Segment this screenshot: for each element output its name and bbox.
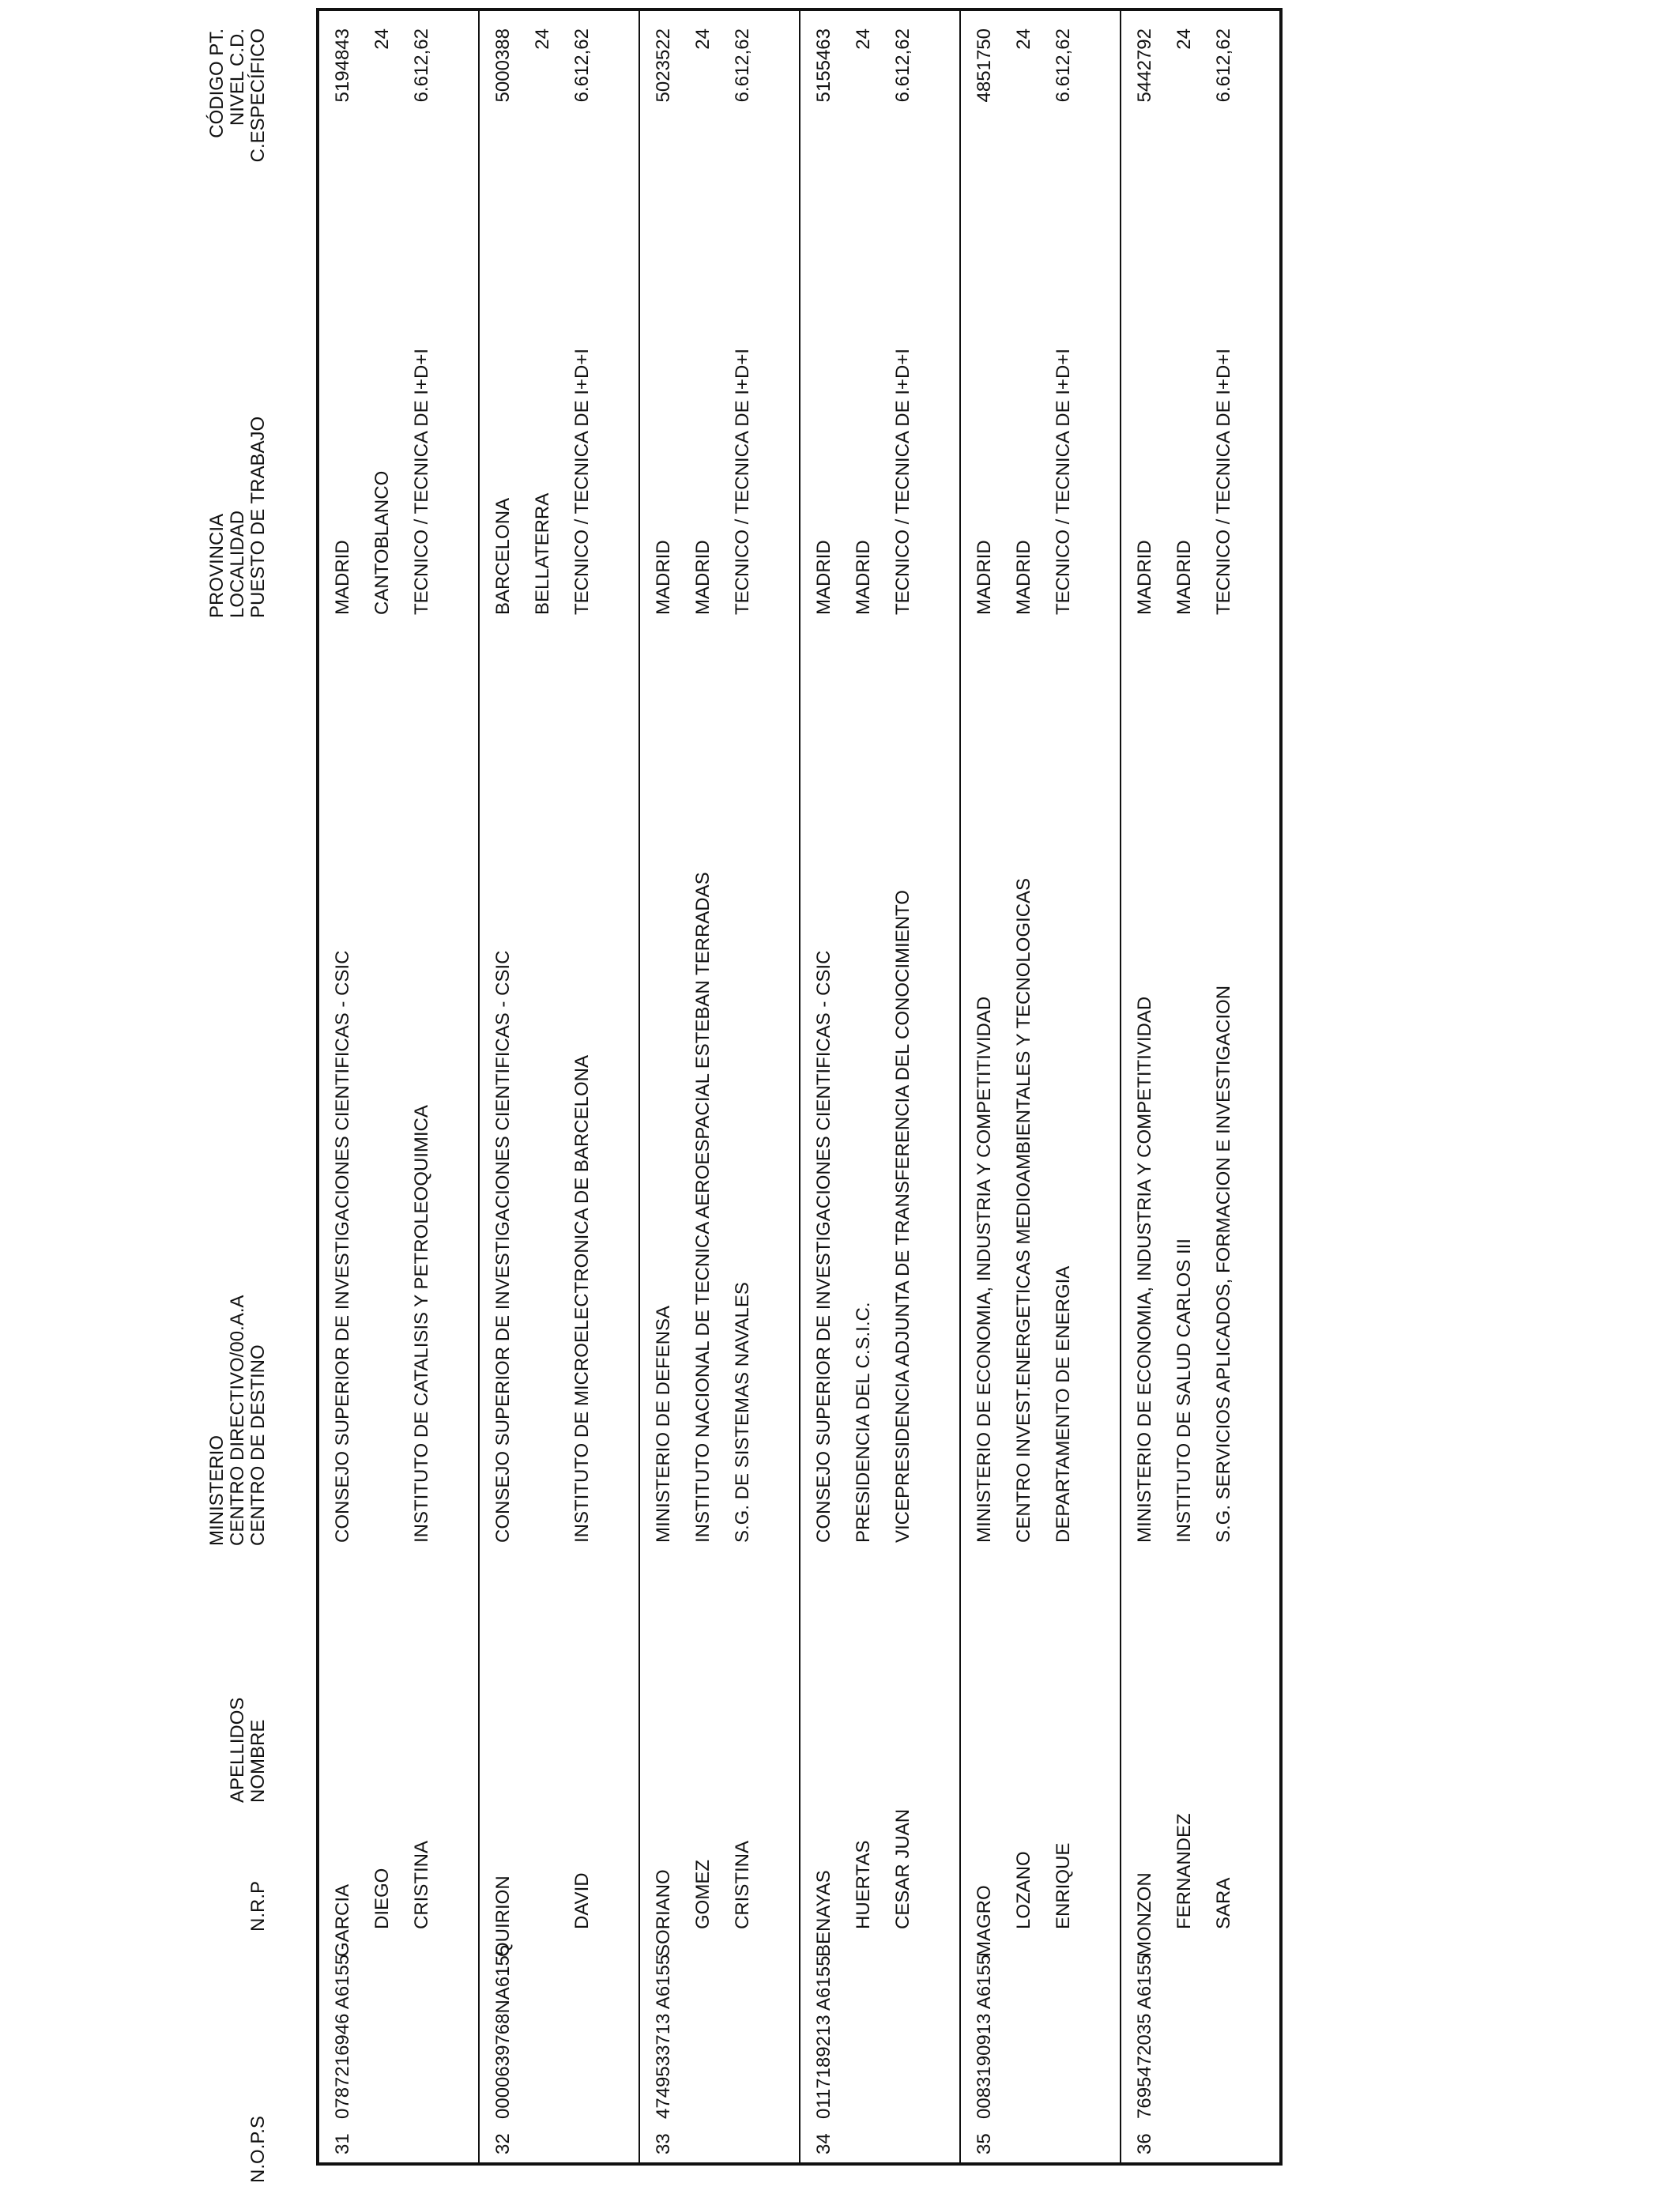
record-position: TECNICO / TECNICA DE I+D+I xyxy=(892,349,913,615)
record-locality: MADRID xyxy=(1173,540,1195,615)
record-ministry: MINISTERIO DE ECONOMIA, INDUSTRIA Y COMPETITIVIDAD xyxy=(974,996,995,1543)
record-directorate: INSTITUTO DE SALUD CARLOS III xyxy=(1173,1238,1195,1543)
record-destination: DEPARTAMENTO DE ENERGIA xyxy=(1053,1265,1074,1543)
record-locality: MADRID xyxy=(1013,540,1034,615)
record-destination: INSTITUTO DE CATALISIS Y PETROLEOQUIMICA xyxy=(411,1105,432,1543)
record-code-pt: 5442792 xyxy=(1134,28,1155,103)
record-level-cd: 24 xyxy=(532,28,553,50)
record-code-pt: 5023522 xyxy=(653,28,674,103)
record-specific-comp: 6.612,62 xyxy=(571,28,593,103)
record-position: TECNICO / TECNICA DE I+D+I xyxy=(411,349,432,615)
record-block xyxy=(800,11,961,2162)
record-first-name: CESAR JUAN xyxy=(892,1808,913,1929)
record-nops: 36 xyxy=(1134,2133,1155,2154)
record-locality: CANTOBLANCO xyxy=(371,470,393,615)
record-surname-1: GARCIA xyxy=(332,1883,353,1957)
header-nombre: NOMBRE xyxy=(247,1719,269,1803)
record-level-cd: 24 xyxy=(1173,28,1195,50)
record-nops: 31 xyxy=(332,2133,353,2154)
record-surname-1: SORIANO xyxy=(653,1869,674,1957)
header-nrp-label: N.R.P xyxy=(247,1880,269,1932)
record-locality: MADRID xyxy=(692,540,714,615)
record-nops: 35 xyxy=(974,2133,995,2154)
record-ministry: CONSEJO SUPERIOR DE INVESTIGACIONES CIENTIFICAS - CSIC xyxy=(813,950,834,1543)
record-specific-comp: 6.612,62 xyxy=(411,28,432,103)
record-nops: 34 xyxy=(813,2133,834,2154)
record-province: MADRID xyxy=(653,540,674,615)
record-province: BARCELONA xyxy=(492,497,514,615)
record-nops: 33 xyxy=(653,2133,674,2154)
header-c-especifico: C.ESPECÍFICO xyxy=(247,28,269,163)
record-code-pt: 5194843 xyxy=(332,28,353,103)
record-surname-1: MAGRO xyxy=(974,1885,995,1957)
record-nrp: 4749533713 A6155 xyxy=(653,1954,674,2119)
record-surname-2: LOZANO xyxy=(1013,1851,1034,1929)
header-code xyxy=(186,28,289,218)
record-surname-2: HUERTAS xyxy=(853,1840,874,1929)
record-position: TECNICO / TECNICA DE I+D+I xyxy=(1213,349,1234,615)
record-first-name: SARA xyxy=(1213,1877,1234,1929)
record-nrp: 0000639768NA6155 xyxy=(492,1944,514,2119)
record-level-cd: 24 xyxy=(1013,28,1034,50)
record-ministry: MINISTERIO DE ECONOMIA, INDUSTRIA Y COMPETITIVIDAD xyxy=(1134,996,1155,1543)
header-loc xyxy=(186,417,289,618)
record-block xyxy=(319,11,480,2162)
records-table xyxy=(316,8,1283,2166)
record-block xyxy=(640,11,800,2162)
header-localidad: LOCALIDAD xyxy=(227,510,248,618)
record-block xyxy=(480,11,640,2162)
record-ministry: MINISTERIO DE DEFENSA xyxy=(653,1305,674,1543)
record-locality: MADRID xyxy=(853,540,874,615)
header-provincia: PROVINCIA xyxy=(206,513,228,618)
record-surname-1: MONZON xyxy=(1134,1872,1155,1957)
header-nivel-cd: NIVEL C.D. xyxy=(227,28,248,126)
record-position: TECNICO / TECNICA DE I+D+I xyxy=(1053,349,1074,615)
record-code-pt: 4851750 xyxy=(974,28,995,103)
record-first-name: ENRIQUE xyxy=(1053,1842,1074,1929)
header-name xyxy=(186,1698,289,1803)
header-org xyxy=(186,1295,289,1546)
record-ministry: CONSEJO SUPERIOR DE INVESTIGACIONES CIENTIFICAS - CSIC xyxy=(332,950,353,1543)
record-surname-2: GOMEZ xyxy=(692,1860,714,1929)
record-directorate: PRESIDENCIA DEL C.S.I.C. xyxy=(853,1302,874,1543)
record-directorate: CENTRO INVEST.ENERGETICAS MEDIOAMBIENTALES Y TECNOLOGICAS xyxy=(1013,877,1034,1543)
record-locality: BELLATERRA xyxy=(532,492,553,615)
record-nrp: 0117189213 A6155 xyxy=(813,1955,834,2119)
record-first-name: CRISTINA xyxy=(411,1840,432,1929)
record-nrp: 0083190913 A6155 xyxy=(974,1954,995,2119)
record-directorate: INSTITUTO NACIONAL DE TECNICA AEROESPACIAL ESTEBAN TERRADAS xyxy=(692,872,714,1543)
record-level-cd: 24 xyxy=(853,28,874,50)
header-nrp xyxy=(186,1881,289,1932)
record-destination: VICEPRESIDENCIA ADJUNTA DE TRANSFERENCIA DEL CONOCIMIENTO xyxy=(892,890,913,1543)
record-specific-comp: 6.612,62 xyxy=(732,28,753,103)
header-ministerio: MINISTERIO xyxy=(206,1434,228,1546)
record-surname-2: FERNANDEZ xyxy=(1173,1813,1195,1929)
record-position: TECNICO / TECNICA DE I+D+I xyxy=(732,349,753,615)
record-nops: 32 xyxy=(492,2133,514,2154)
header-nops-label: N.O.P.S xyxy=(247,2116,269,2183)
record-ministry: CONSEJO SUPERIOR DE INVESTIGACIONES CIENTIFICAS - CSIC xyxy=(492,950,514,1543)
record-code-pt: 5000388 xyxy=(492,28,514,103)
record-specific-comp: 6.612,62 xyxy=(1053,28,1074,103)
header-centro-directivo: CENTRO DIRECTIVO/00.A.A xyxy=(227,1295,248,1546)
record-specific-comp: 6.612,62 xyxy=(892,28,913,103)
record-surname-1: QUIRION xyxy=(492,1875,514,1957)
record-province: MADRID xyxy=(974,540,995,615)
record-nrp: 7695472035 A6155 xyxy=(1134,1954,1155,2119)
record-province: MADRID xyxy=(332,540,353,615)
header-puesto: PUESTO DE TRABAJO xyxy=(247,416,269,618)
record-first-name: CRISTINA xyxy=(732,1840,753,1929)
record-level-cd: 24 xyxy=(371,28,393,50)
record-specific-comp: 6.612,62 xyxy=(1213,28,1234,103)
record-position: TECNICO / TECNICA DE I+D+I xyxy=(571,349,593,615)
record-province: MADRID xyxy=(813,540,834,615)
record-destination: S.G. SERVICIOS APLICADOS, FORMACION E INVESTIGACION xyxy=(1213,985,1234,1543)
record-destination: S.G. DE SISTEMAS NAVALES xyxy=(732,1282,753,1543)
record-code-pt: 5155463 xyxy=(813,28,834,103)
record-first-name: DAVID xyxy=(571,1872,593,1929)
header-centro-destino: CENTRO DE DESTINO xyxy=(247,1344,269,1546)
record-province: MADRID xyxy=(1134,540,1155,615)
record-destination: INSTITUTO DE MICROELECTRONICA DE BARCELONA xyxy=(571,1055,593,1543)
record-nrp: 0787216946 A6155 xyxy=(332,1954,353,2119)
header-apellidos: APELLIDOS xyxy=(227,1697,248,1803)
record-surname-2: DIEGO xyxy=(371,1868,393,1929)
record-block xyxy=(1121,11,1282,2162)
header-nops xyxy=(186,2116,289,2183)
record-level-cd: 24 xyxy=(692,28,714,50)
header-codigo-pt: CÓDIGO PT. xyxy=(206,28,228,138)
record-surname-1: BENAYAS xyxy=(813,1870,834,1957)
record-block xyxy=(961,11,1121,2162)
